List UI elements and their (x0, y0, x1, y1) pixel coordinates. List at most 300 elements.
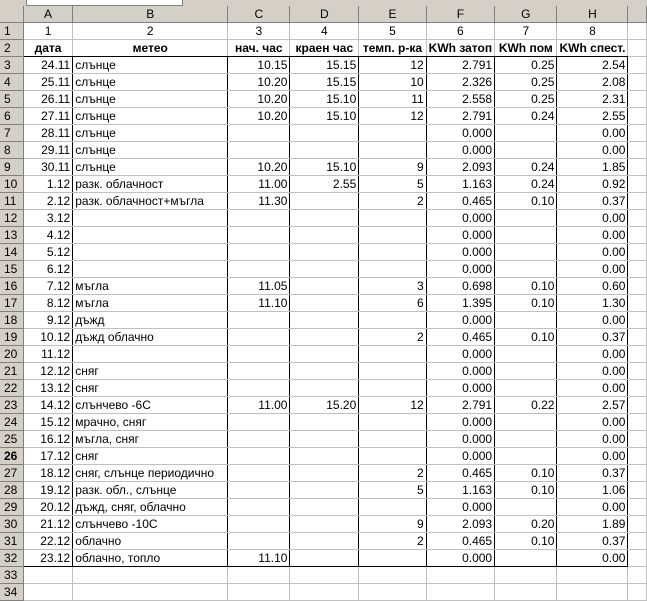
cell[interactable] (290, 142, 359, 159)
cell[interactable] (228, 499, 290, 516)
cell[interactable] (628, 295, 647, 312)
cell[interactable]: 30.11 (23, 159, 72, 176)
cell[interactable] (228, 465, 290, 482)
cell[interactable] (23, 584, 72, 601)
column-header-D[interactable]: D (290, 6, 359, 23)
cell[interactable]: 2.093 (426, 159, 494, 176)
cell[interactable]: 11.00 (228, 397, 290, 414)
cell[interactable] (557, 584, 628, 601)
cell[interactable]: 11.05 (228, 278, 290, 295)
row-header[interactable]: 15 (0, 261, 23, 278)
cell[interactable]: 0.00 (557, 448, 628, 465)
cell[interactable] (628, 329, 647, 346)
cell[interactable]: 0.92 (557, 176, 628, 193)
cell[interactable]: 0.000 (426, 414, 494, 431)
column-header-A[interactable]: A (23, 6, 72, 23)
cell-header[interactable]: темп. р-ка (359, 40, 426, 57)
cell[interactable] (290, 312, 359, 329)
cell[interactable] (628, 23, 647, 40)
cell[interactable]: 25.11 (23, 74, 72, 91)
cell-header[interactable]: KWh пом (495, 40, 557, 57)
cell[interactable]: мъгла (73, 295, 228, 312)
cell[interactable] (359, 567, 426, 584)
cell[interactable] (495, 210, 557, 227)
cell[interactable]: 15.20 (290, 397, 359, 414)
cell[interactable]: 0.00 (557, 142, 628, 159)
cell[interactable]: 0.000 (426, 227, 494, 244)
cell[interactable] (495, 261, 557, 278)
cell[interactable] (359, 210, 426, 227)
row-header[interactable]: 11 (0, 193, 23, 210)
cell[interactable] (228, 244, 290, 261)
cell[interactable] (628, 176, 647, 193)
cell[interactable]: 5 (359, 482, 426, 499)
cell[interactable]: слънчево -10С (73, 516, 228, 533)
cell[interactable] (228, 227, 290, 244)
cell[interactable]: сняг (73, 380, 228, 397)
row-header[interactable]: 28 (0, 482, 23, 499)
cell[interactable]: 8.12 (23, 295, 72, 312)
cell[interactable]: 1.85 (557, 159, 628, 176)
cell[interactable]: мъгла (73, 278, 228, 295)
cell[interactable]: 0.00 (557, 550, 628, 567)
cell[interactable]: 4.12 (23, 227, 72, 244)
cell[interactable]: 9 (359, 159, 426, 176)
column-header-F[interactable]: F (426, 6, 494, 23)
cell[interactable] (426, 567, 494, 584)
cell[interactable]: 11.00 (228, 176, 290, 193)
cell[interactable] (628, 414, 647, 431)
row-header[interactable]: 6 (0, 108, 23, 125)
cell[interactable] (290, 533, 359, 550)
cell[interactable] (290, 380, 359, 397)
cell[interactable]: 10.20 (228, 159, 290, 176)
cell[interactable]: 11 (359, 91, 426, 108)
cell[interactable]: слънце (73, 125, 228, 142)
cell[interactable]: 2.31 (557, 91, 628, 108)
cell[interactable] (495, 227, 557, 244)
cell[interactable]: 27.11 (23, 108, 72, 125)
cell[interactable] (495, 414, 557, 431)
cell[interactable]: 17.12 (23, 448, 72, 465)
cell[interactable]: 0.00 (557, 244, 628, 261)
cell[interactable]: 11.10 (228, 550, 290, 567)
cell[interactable] (359, 142, 426, 159)
row-header[interactable]: 18 (0, 312, 23, 329)
cell[interactable] (359, 414, 426, 431)
cell[interactable]: 2 (359, 329, 426, 346)
cell[interactable] (628, 448, 647, 465)
cell[interactable] (228, 329, 290, 346)
cell[interactable] (73, 210, 228, 227)
cell[interactable]: 6.12 (23, 261, 72, 278)
column-header-B[interactable]: B (73, 6, 228, 23)
cell[interactable]: 10.20 (228, 74, 290, 91)
row-header[interactable]: 32 (0, 550, 23, 567)
cell[interactable]: 15.15 (290, 57, 359, 74)
cell[interactable] (73, 244, 228, 261)
cell[interactable] (290, 193, 359, 210)
cell[interactable]: слънце (73, 159, 228, 176)
cell[interactable]: 2.57 (557, 397, 628, 414)
cell[interactable]: 10.20 (228, 91, 290, 108)
cell[interactable] (290, 261, 359, 278)
row-header[interactable]: 2 (0, 40, 23, 57)
cell[interactable] (495, 346, 557, 363)
cell[interactable]: 20.12 (23, 499, 72, 516)
cell[interactable]: 0.10 (495, 482, 557, 499)
cell[interactable]: 2.791 (426, 397, 494, 414)
cell[interactable] (290, 414, 359, 431)
cell[interactable]: 2 (359, 533, 426, 550)
cell[interactable]: дъжд (73, 312, 228, 329)
row-header[interactable]: 24 (0, 414, 23, 431)
cell[interactable]: облачно (73, 533, 228, 550)
row-header[interactable]: 10 (0, 176, 23, 193)
row-header[interactable]: 29 (0, 499, 23, 516)
cell[interactable]: 0.10 (495, 465, 557, 482)
cell[interactable] (628, 40, 647, 57)
cell[interactable]: сняг (73, 448, 228, 465)
row-header[interactable]: 34 (0, 584, 23, 601)
column-header-C[interactable]: C (228, 6, 290, 23)
cell[interactable]: 0.25 (495, 74, 557, 91)
cell-header[interactable]: KWh спест. (557, 40, 628, 57)
cell[interactable] (628, 125, 647, 142)
cell[interactable]: 2.55 (557, 108, 628, 125)
cell[interactable]: 0.465 (426, 465, 494, 482)
row-header[interactable]: 16 (0, 278, 23, 295)
cell[interactable]: 2.093 (426, 516, 494, 533)
cell[interactable] (495, 499, 557, 516)
cell[interactable]: 9.12 (23, 312, 72, 329)
cell[interactable]: 1.163 (426, 482, 494, 499)
cell-header[interactable]: краен час (290, 40, 359, 57)
cell[interactable]: мрачно, сняг (73, 414, 228, 431)
cell[interactable]: 0.00 (557, 312, 628, 329)
cell[interactable]: 6 (426, 23, 494, 40)
cell[interactable]: 29.11 (23, 142, 72, 159)
cell[interactable]: мъгла, сняг (73, 431, 228, 448)
cell[interactable]: сняг (73, 363, 228, 380)
cell[interactable] (628, 91, 647, 108)
cell[interactable] (495, 431, 557, 448)
cell[interactable] (628, 482, 647, 499)
cell[interactable] (228, 584, 290, 601)
cell[interactable]: 0.00 (557, 210, 628, 227)
cell[interactable]: 5 (359, 23, 426, 40)
cell[interactable]: 4 (290, 23, 359, 40)
cell[interactable]: 15.10 (290, 91, 359, 108)
cell[interactable] (628, 210, 647, 227)
row-header[interactable]: 20 (0, 346, 23, 363)
cell[interactable]: 0.00 (557, 414, 628, 431)
cell[interactable] (359, 550, 426, 567)
cell[interactable] (495, 448, 557, 465)
cell[interactable]: 2.08 (557, 74, 628, 91)
cell[interactable]: 0.10 (495, 278, 557, 295)
cell[interactable]: дъжд, сняг, облачно (73, 499, 228, 516)
row-header[interactable]: 26 (0, 448, 23, 465)
cell[interactable] (290, 227, 359, 244)
cell[interactable]: 2.558 (426, 91, 494, 108)
cell[interactable]: 0.37 (557, 193, 628, 210)
cell[interactable] (290, 431, 359, 448)
cell[interactable] (228, 312, 290, 329)
cell[interactable] (290, 482, 359, 499)
cell[interactable] (628, 74, 647, 91)
row-header[interactable]: 25 (0, 431, 23, 448)
cell[interactable] (290, 278, 359, 295)
cell[interactable] (228, 567, 290, 584)
cell[interactable]: 0.10 (495, 329, 557, 346)
cell[interactable] (495, 142, 557, 159)
cell[interactable] (228, 533, 290, 550)
cell[interactable] (73, 567, 228, 584)
cell[interactable]: 19.12 (23, 482, 72, 499)
cell[interactable]: 2 (73, 23, 228, 40)
cell[interactable]: 0.465 (426, 193, 494, 210)
cell[interactable] (628, 312, 647, 329)
cell[interactable] (495, 567, 557, 584)
cell[interactable] (23, 567, 72, 584)
cell[interactable] (628, 363, 647, 380)
cell[interactable] (359, 312, 426, 329)
cell-header[interactable]: метео (73, 40, 228, 57)
cell[interactable] (359, 125, 426, 142)
cell[interactable]: 3 (228, 23, 290, 40)
cell[interactable]: слънце (73, 142, 228, 159)
cell[interactable] (359, 431, 426, 448)
cell[interactable] (495, 584, 557, 601)
cell[interactable]: 1.06 (557, 482, 628, 499)
cell[interactable] (628, 380, 647, 397)
cell[interactable]: 0.00 (557, 431, 628, 448)
cell[interactable] (228, 516, 290, 533)
row-header[interactable]: 30 (0, 516, 23, 533)
cell[interactable] (426, 584, 494, 601)
cell[interactable]: 0.24 (495, 159, 557, 176)
cell[interactable] (628, 193, 647, 210)
cell[interactable] (228, 448, 290, 465)
cell[interactable]: 2.12 (23, 193, 72, 210)
row-header[interactable]: 3 (0, 57, 23, 74)
cell[interactable] (359, 380, 426, 397)
cell[interactable]: 5 (359, 176, 426, 193)
cell[interactable] (290, 448, 359, 465)
cell[interactable] (628, 397, 647, 414)
cell[interactable] (290, 210, 359, 227)
cell[interactable] (495, 550, 557, 567)
cell[interactable]: разк. облачност (73, 176, 228, 193)
cell[interactable]: 0.698 (426, 278, 494, 295)
cell[interactable]: 2.791 (426, 108, 494, 125)
cell[interactable]: 0.22 (495, 397, 557, 414)
cell[interactable]: 1.30 (557, 295, 628, 312)
cell[interactable]: 14.12 (23, 397, 72, 414)
cell[interactable]: 12 (359, 108, 426, 125)
cell[interactable]: разк. облачност+мъгла (73, 193, 228, 210)
cell[interactable]: 10 (359, 74, 426, 91)
cell[interactable] (228, 261, 290, 278)
cell[interactable] (73, 346, 228, 363)
cell[interactable]: 0.000 (426, 448, 494, 465)
row-header[interactable]: 4 (0, 74, 23, 91)
cell[interactable]: облачно, топло (73, 550, 228, 567)
cell[interactable] (290, 584, 359, 601)
cell[interactable] (628, 516, 647, 533)
row-header[interactable]: 23 (0, 397, 23, 414)
cell[interactable] (290, 329, 359, 346)
cell[interactable]: 15.12 (23, 414, 72, 431)
cell[interactable]: 6 (359, 295, 426, 312)
cell[interactable] (495, 312, 557, 329)
cell[interactable]: 0.000 (426, 142, 494, 159)
cell[interactable]: 10.15 (228, 57, 290, 74)
cell[interactable]: 0.000 (426, 550, 494, 567)
cell[interactable] (628, 550, 647, 567)
cell[interactable] (628, 499, 647, 516)
cell[interactable]: 2.791 (426, 57, 494, 74)
cell[interactable] (73, 584, 228, 601)
cell[interactable] (359, 363, 426, 380)
cell[interactable]: 0.000 (426, 499, 494, 516)
cell[interactable]: 0.60 (557, 278, 628, 295)
cell[interactable]: 0.25 (495, 57, 557, 74)
cell[interactable] (290, 567, 359, 584)
column-header-H[interactable]: H (557, 6, 628, 23)
cell[interactable] (228, 482, 290, 499)
cell[interactable]: 0.00 (557, 380, 628, 397)
cell-header[interactable]: нач. час (228, 40, 290, 57)
cell[interactable]: 1.89 (557, 516, 628, 533)
cell[interactable] (628, 261, 647, 278)
row-header[interactable]: 27 (0, 465, 23, 482)
cell[interactable]: слънчево -6С (73, 397, 228, 414)
cell[interactable]: 0.000 (426, 312, 494, 329)
cell[interactable]: 12 (359, 57, 426, 74)
cell[interactable] (628, 431, 647, 448)
cell[interactable]: 16.12 (23, 431, 72, 448)
cell[interactable]: 2.326 (426, 74, 494, 91)
row-header[interactable]: 1 (0, 23, 23, 40)
cell[interactable]: 7 (495, 23, 557, 40)
cell[interactable]: 5.12 (23, 244, 72, 261)
cell[interactable] (228, 380, 290, 397)
cell[interactable]: 0.000 (426, 244, 494, 261)
cell[interactable] (628, 567, 647, 584)
cell[interactable]: 2 (359, 193, 426, 210)
cell[interactable]: 24.11 (23, 57, 72, 74)
cell[interactable] (628, 278, 647, 295)
cell[interactable]: 0.000 (426, 380, 494, 397)
cell-header[interactable]: дата (23, 40, 72, 57)
cell[interactable]: 0.00 (557, 261, 628, 278)
cell[interactable]: 0.465 (426, 533, 494, 550)
cell[interactable] (628, 533, 647, 550)
cell[interactable]: 15.10 (290, 159, 359, 176)
cell[interactable] (73, 227, 228, 244)
cell[interactable]: 15.15 (290, 74, 359, 91)
cell[interactable] (557, 567, 628, 584)
cell[interactable]: 18.12 (23, 465, 72, 482)
cell[interactable]: сняг, слънце периодично (73, 465, 228, 482)
cell[interactable]: 0.000 (426, 125, 494, 142)
cell[interactable] (628, 346, 647, 363)
cell[interactable]: 3 (359, 278, 426, 295)
row-header[interactable]: 13 (0, 227, 23, 244)
cell[interactable] (228, 210, 290, 227)
cell[interactable]: 0.000 (426, 210, 494, 227)
cell[interactable] (290, 244, 359, 261)
row-header[interactable]: 8 (0, 142, 23, 159)
row-header[interactable]: 7 (0, 125, 23, 142)
cell[interactable]: 0.10 (495, 295, 557, 312)
cell[interactable] (290, 516, 359, 533)
cell[interactable]: 26.11 (23, 91, 72, 108)
cell[interactable]: 7.12 (23, 278, 72, 295)
cell[interactable]: 0.25 (495, 91, 557, 108)
cell[interactable] (628, 244, 647, 261)
cell[interactable]: 0.000 (426, 363, 494, 380)
cell[interactable]: 1 (23, 23, 72, 40)
cell[interactable]: 2 (359, 465, 426, 482)
row-header[interactable]: 33 (0, 567, 23, 584)
cell[interactable]: 0.00 (557, 363, 628, 380)
cell[interactable] (359, 261, 426, 278)
cell[interactable] (359, 346, 426, 363)
cell[interactable]: 1.163 (426, 176, 494, 193)
cell[interactable]: 0.20 (495, 516, 557, 533)
cell[interactable]: 22.12 (23, 533, 72, 550)
cell[interactable]: 0.00 (557, 346, 628, 363)
cell[interactable]: 0.00 (557, 499, 628, 516)
cell[interactable] (359, 227, 426, 244)
cell[interactable]: 0.24 (495, 108, 557, 125)
cell[interactable] (628, 108, 647, 125)
cell[interactable]: слънце (73, 91, 228, 108)
cell[interactable] (228, 142, 290, 159)
cell[interactable]: 13.12 (23, 380, 72, 397)
cell[interactable]: 28.11 (23, 125, 72, 142)
cell[interactable] (290, 346, 359, 363)
row-header[interactable]: 31 (0, 533, 23, 550)
cell[interactable]: 0.37 (557, 465, 628, 482)
column-header-G[interactable]: G (495, 6, 557, 23)
cell[interactable]: дъжд облачно (73, 329, 228, 346)
cell[interactable]: 12 (359, 397, 426, 414)
cell[interactable] (495, 125, 557, 142)
cell[interactable]: 0.00 (557, 227, 628, 244)
cell[interactable] (495, 244, 557, 261)
cell[interactable]: слънце (73, 57, 228, 74)
cell[interactable]: 23.12 (23, 550, 72, 567)
cell[interactable]: 1.395 (426, 295, 494, 312)
cell[interactable] (290, 499, 359, 516)
cell[interactable]: 21.12 (23, 516, 72, 533)
spreadsheet-grid[interactable] (0, 6, 647, 601)
cell[interactable]: 2.54 (557, 57, 628, 74)
cell[interactable] (290, 465, 359, 482)
cell[interactable] (628, 465, 647, 482)
cell[interactable]: 0.10 (495, 193, 557, 210)
cell[interactable]: 0.000 (426, 431, 494, 448)
cell[interactable] (290, 363, 359, 380)
row-header[interactable]: 14 (0, 244, 23, 261)
cell[interactable] (359, 244, 426, 261)
cell[interactable] (495, 380, 557, 397)
cell[interactable]: 11.10 (228, 295, 290, 312)
